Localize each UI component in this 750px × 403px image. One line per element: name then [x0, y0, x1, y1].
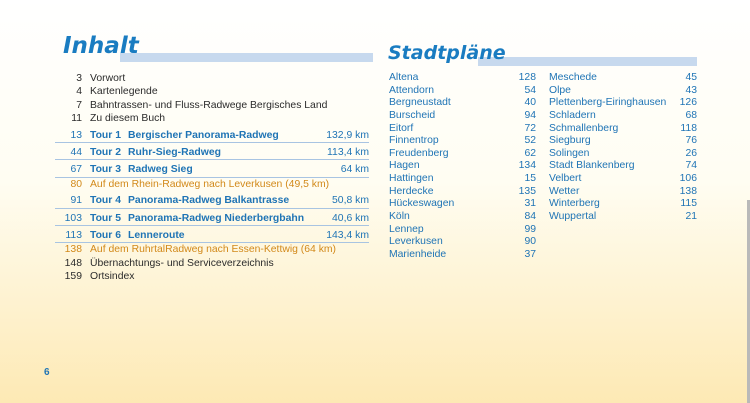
city-page-number: 134 — [518, 160, 536, 172]
city-name: Marienheide — [389, 248, 447, 260]
toc-entry-bahntrassen[interactable] — [55, 99, 369, 112]
city-entry[interactable] — [389, 211, 536, 224]
toc-page-number: 138 — [64, 244, 82, 256]
city-entry[interactable] — [389, 186, 536, 199]
city-entry[interactable] — [389, 160, 536, 173]
stadtplaene-title: Stadtpläne — [388, 42, 506, 64]
city-entry[interactable] — [389, 173, 536, 186]
city-name: Burscheid — [389, 109, 436, 121]
city-page-number: 118 — [680, 122, 697, 134]
inhalt-heading-bar — [120, 53, 373, 62]
city-entry[interactable] — [389, 123, 536, 136]
city-map-column-1 — [389, 72, 536, 262]
toc-page-number: 4 — [76, 86, 82, 98]
city-entry[interactable] — [549, 148, 697, 161]
tour-distance: 143,4 km — [326, 229, 369, 241]
city-name: Köln — [389, 211, 410, 223]
city-name: Velbert — [549, 173, 582, 185]
tour-distance: 132,9 km — [326, 129, 369, 141]
city-entry[interactable] — [549, 85, 697, 98]
city-page-number: 62 — [524, 147, 536, 159]
city-name: Bergneustadt — [389, 97, 451, 109]
city-name: Lennep — [389, 223, 424, 235]
city-page-number: 31 — [524, 198, 536, 210]
tour-label: Tour 2 — [90, 146, 121, 158]
city-name: Hagen — [389, 160, 420, 172]
city-name: Winterberg — [549, 198, 600, 210]
tour-distance: 40,6 km — [332, 212, 369, 224]
toc-page-number: 7 — [76, 99, 82, 111]
toc-entry-text: Bahntrassen- und Fluss-Radwege Bergisches Land — [90, 99, 328, 111]
toc-page-number: 3 — [76, 73, 82, 84]
city-entry[interactable] — [389, 249, 536, 262]
toc-page-number: 159 — [64, 271, 82, 283]
city-entry[interactable] — [389, 224, 536, 237]
city-page-number: 74 — [685, 160, 697, 172]
toc-page-number: 103 — [64, 212, 82, 224]
city-name: Wetter — [549, 185, 580, 197]
toc-entry-zu-diesem-buch[interactable] — [55, 112, 369, 125]
toc-page-number: 11 — [71, 113, 82, 125]
city-name: Attendorn — [389, 84, 435, 96]
city-name: Solingen — [549, 147, 590, 159]
toc-entry-text: Ortsindex — [90, 271, 135, 283]
city-name: Herdecke — [389, 185, 434, 197]
page-number: 6 — [44, 367, 50, 378]
toc-tour-3[interactable] — [55, 163, 369, 177]
toc-page-number: 91 — [70, 195, 82, 207]
city-name: Meschede — [549, 72, 597, 83]
city-name: Stadt Blankenberg — [549, 160, 635, 172]
city-name: Hückeswagen — [389, 198, 455, 210]
toc-entry-text: Übernachtungs- und Serviceverzeichnis — [90, 257, 274, 269]
city-page-number: 45 — [685, 72, 697, 83]
city-name: Schladern — [549, 109, 596, 121]
city-entry[interactable] — [549, 186, 697, 199]
city-page-number: 52 — [524, 135, 536, 147]
toc-tour-2[interactable] — [55, 146, 369, 160]
toc-tour-6[interactable] — [55, 229, 369, 243]
toc-extra-rhein-radweg[interactable] — [55, 178, 369, 191]
city-entry[interactable] — [549, 198, 697, 211]
tour-label: Tour 6 — [90, 229, 121, 241]
toc-entry-vorwort[interactable] — [55, 72, 369, 85]
tour-label: Tour 3 — [90, 164, 121, 176]
city-page-number: 40 — [524, 97, 536, 109]
city-page-number: 72 — [524, 122, 536, 134]
city-name: Eitorf — [389, 122, 414, 134]
city-page-number: 99 — [524, 223, 536, 235]
toc-extra-ruhrtal-radweg[interactable] — [55, 243, 369, 256]
city-page-number: 94 — [524, 109, 536, 121]
city-page-number: 68 — [685, 109, 697, 121]
city-entry[interactable] — [389, 110, 536, 123]
city-page-number: 76 — [685, 135, 697, 147]
tour-label: Tour 4 — [90, 195, 121, 207]
city-page-number: 43 — [685, 84, 697, 96]
toc-entry-text: Auf dem RuhrtalRadweg nach Essen-Kettwig (64 km) — [90, 244, 337, 256]
tour-name: Radweg Sieg — [128, 164, 193, 176]
city-entry[interactable] — [389, 135, 536, 148]
city-name: Hattingen — [389, 173, 434, 185]
city-page-number: 135 — [518, 185, 536, 197]
city-entry[interactable] — [549, 123, 697, 136]
tour-label: Tour 5 — [90, 212, 121, 224]
city-page-number: 115 — [680, 198, 697, 210]
city-name: Plettenberg-Eiringhausen — [549, 97, 667, 109]
city-entry[interactable] — [549, 72, 697, 85]
table-of-contents — [55, 72, 369, 283]
city-entry[interactable] — [389, 198, 536, 211]
city-map-column-2 — [549, 72, 697, 224]
city-page-number: 106 — [679, 173, 697, 185]
tour-distance: 50,8 km — [332, 195, 369, 207]
city-entry[interactable] — [549, 160, 697, 173]
city-name: Freudenberg — [389, 147, 449, 159]
city-name: Olpe — [549, 84, 571, 96]
city-entry[interactable] — [549, 110, 697, 123]
city-entry[interactable] — [549, 97, 697, 110]
city-page-number: 37 — [524, 248, 536, 260]
city-page-number: 54 — [524, 84, 536, 96]
tour-name: Panorama-Radweg Niederbergbahn — [128, 212, 305, 224]
toc-entry-serviceverzeichnis[interactable] — [55, 257, 369, 270]
toc-page-number: 67 — [70, 164, 82, 176]
tour-name: Ruhr-Sieg-Radweg — [128, 146, 221, 158]
city-page-number: 84 — [524, 211, 536, 223]
city-name: Altena — [389, 72, 419, 83]
city-page-number: 126 — [679, 97, 697, 109]
toc-entry-text: Auf dem Rhein-Radweg nach Leverkusen (49,5 km) — [90, 178, 330, 190]
toc-page-number: 80 — [70, 178, 82, 190]
city-name: Finnentrop — [389, 135, 439, 147]
city-entry[interactable] — [389, 85, 536, 98]
city-entry[interactable] — [389, 97, 536, 110]
city-page-number: 90 — [524, 236, 536, 248]
city-name: Siegburg — [549, 135, 591, 147]
toc-tour-5[interactable] — [55, 212, 369, 226]
tour-name: Bergischer Panorama-Radweg — [128, 129, 279, 141]
tour-label: Tour 1 — [90, 129, 121, 141]
toc-tour-1[interactable] — [55, 129, 369, 143]
toc-entry-ortsindex[interactable] — [55, 270, 369, 283]
toc-tour-4[interactable] — [55, 194, 369, 208]
city-page-number: 26 — [685, 147, 697, 159]
city-entry[interactable] — [549, 173, 697, 186]
city-page-number: 15 — [524, 173, 536, 185]
toc-page-number: 44 — [70, 146, 82, 158]
city-page-number: 128 — [518, 72, 536, 83]
city-page-number: 138 — [679, 185, 697, 197]
city-name: Leverkusen — [389, 236, 443, 248]
city-entry[interactable] — [549, 211, 697, 224]
tour-distance: 113,4 km — [327, 146, 369, 158]
tour-name: Panorama-Radweg Balkantrasse — [128, 195, 290, 207]
stadtplaene-heading-bar — [478, 57, 697, 66]
inhalt-title: Inhalt — [63, 33, 139, 59]
toc-entry-text: Zu diesem Buch — [90, 113, 166, 125]
toc-entry-kartenlegende[interactable] — [55, 85, 369, 98]
city-entry[interactable] — [389, 148, 536, 161]
toc-page-number: 13 — [70, 129, 82, 141]
tour-name: Lenneroute — [128, 229, 185, 241]
tour-distance: 64 km — [340, 164, 369, 176]
city-name: Schmallenberg — [549, 122, 619, 134]
city-entry[interactable] — [549, 135, 697, 148]
toc-entry-text: Kartenlegende — [90, 86, 158, 98]
city-page-number: 21 — [685, 211, 697, 223]
toc-page-number: 148 — [64, 257, 82, 269]
toc-entry-text: Vorwort — [90, 73, 126, 84]
city-entry[interactable] — [389, 72, 536, 85]
city-name: Wuppertal — [549, 211, 597, 223]
toc-page-number: 113 — [65, 229, 82, 241]
city-entry[interactable] — [389, 236, 536, 249]
